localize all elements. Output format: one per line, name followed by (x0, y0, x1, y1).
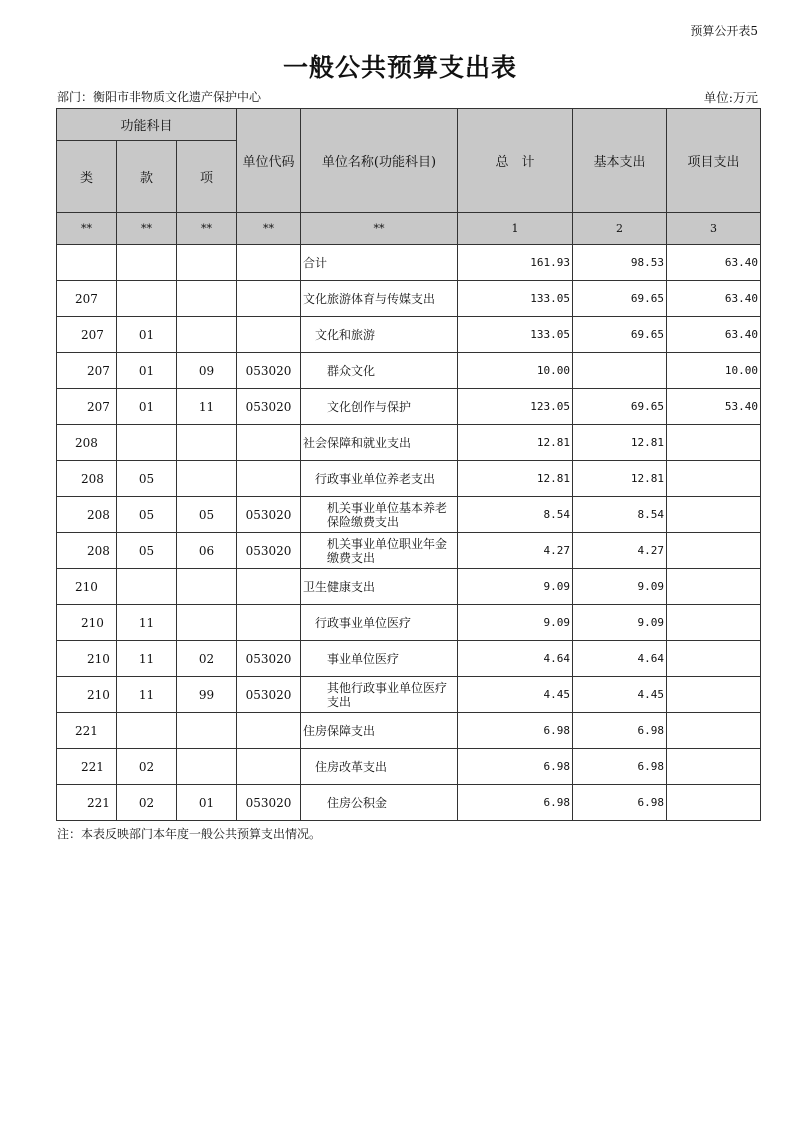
cell-lei: 221 (57, 713, 117, 749)
code-cell: ** (57, 213, 117, 245)
cell-total: 9.09 (458, 569, 573, 605)
cell-basic: 69.65 (573, 389, 667, 425)
cell-xiang: 09 (177, 353, 237, 389)
cell-total: 6.98 (458, 749, 573, 785)
table-row (57, 569, 761, 605)
unit-label: 单位:万元 (703, 90, 758, 105)
header-func-subject: 功能科目 (57, 109, 237, 141)
header-unit-name: 单位名称(功能科目) (301, 109, 458, 213)
cell-unit-code (237, 569, 301, 605)
cell-xiang: 11 (177, 389, 237, 425)
cell-total: 123.05 (458, 389, 573, 425)
code-cell: ** (301, 213, 458, 245)
cell-project (667, 497, 761, 533)
cell-kuan: 05 (117, 497, 177, 533)
cell-project (667, 749, 761, 785)
cell-total: 10.00 (458, 353, 573, 389)
cell-unit-code (237, 281, 301, 317)
cell-lei: 210 (57, 569, 117, 605)
cell-project (667, 425, 761, 461)
code-row (57, 213, 761, 245)
header-unit-code: 单位代码 (237, 109, 301, 213)
cell-basic: 8.54 (573, 497, 667, 533)
cell-unit-code: 053020 (237, 353, 301, 389)
cell-total: 12.81 (458, 425, 573, 461)
form-number: 预算公开表5 (690, 24, 758, 38)
code-cell: 2 (573, 213, 667, 245)
cell-total: 6.98 (458, 713, 573, 749)
header-total: 总 计 (458, 109, 573, 213)
cell-kuan: 02 (117, 749, 177, 785)
table-row (57, 497, 761, 533)
cell-unit-name: 住房保障支出 (301, 713, 458, 749)
cell-xiang: 01 (177, 785, 237, 821)
cell-unit-code (237, 749, 301, 785)
cell-unit-name: 行政事业单位养老支出 (301, 461, 458, 497)
cell-basic: 6.98 (573, 713, 667, 749)
cell-unit-name: 群众文化 (301, 353, 458, 389)
code-cell: ** (237, 213, 301, 245)
cell-kuan: 01 (117, 317, 177, 353)
cell-unit-code: 053020 (237, 641, 301, 677)
cell-unit-code: 053020 (237, 533, 301, 569)
cell-basic: 12.81 (573, 461, 667, 497)
cell-kuan (117, 245, 177, 281)
header-lei: 类 (57, 141, 117, 213)
cell-lei: 221 (57, 749, 117, 785)
cell-project (667, 605, 761, 641)
cell-total: 4.45 (458, 677, 573, 713)
cell-unit-name: 行政事业单位医疗 (301, 605, 458, 641)
code-cell: 1 (458, 213, 573, 245)
cell-basic: 4.64 (573, 641, 667, 677)
cell-xiang: 02 (177, 641, 237, 677)
cell-unit-name: 合计 (301, 245, 458, 281)
cell-xiang: 99 (177, 677, 237, 713)
cell-unit-name: 机关事业单位基本养老保险缴费支出 (301, 497, 458, 533)
cell-unit-name: 文化旅游体育与传媒支出 (301, 281, 458, 317)
cell-kuan (117, 569, 177, 605)
cell-basic: 6.98 (573, 785, 667, 821)
code-cell: ** (177, 213, 237, 245)
cell-unit-code (237, 605, 301, 641)
cell-basic: 6.98 (573, 749, 667, 785)
cell-xiang: 06 (177, 533, 237, 569)
cell-lei: 207 (57, 317, 117, 353)
table-row (57, 281, 761, 317)
department-label: 部门：衡阳市非物质文化遗产保护中心 (57, 90, 262, 104)
cell-unit-code (237, 245, 301, 281)
cell-unit-code (237, 425, 301, 461)
cell-unit-name: 其他行政事业单位医疗支出 (301, 677, 458, 713)
cell-project (667, 533, 761, 569)
cell-kuan (117, 281, 177, 317)
cell-project (667, 677, 761, 713)
cell-unit-code: 053020 (237, 677, 301, 713)
header-kuan: 款 (117, 141, 177, 213)
cell-basic: 9.09 (573, 605, 667, 641)
table-row (57, 749, 761, 785)
cell-unit-name: 卫生健康支出 (301, 569, 458, 605)
table-row (57, 389, 761, 425)
cell-kuan: 05 (117, 533, 177, 569)
cell-xiang (177, 461, 237, 497)
cell-kuan (117, 713, 177, 749)
cell-basic: 69.65 (573, 281, 667, 317)
cell-lei: 208 (57, 461, 117, 497)
cell-project (667, 785, 761, 821)
cell-unit-code: 053020 (237, 389, 301, 425)
cell-basic: 9.09 (573, 569, 667, 605)
cell-unit-name: 住房公积金 (301, 785, 458, 821)
cell-total: 4.27 (458, 533, 573, 569)
table-row (57, 245, 761, 281)
cell-total: 12.81 (458, 461, 573, 497)
cell-basic: 69.65 (573, 317, 667, 353)
cell-unit-code (237, 713, 301, 749)
cell-unit-name: 文化和旅游 (301, 317, 458, 353)
cell-unit-code: 053020 (237, 785, 301, 821)
cell-total: 8.54 (458, 497, 573, 533)
cell-total: 6.98 (458, 785, 573, 821)
footnote: 注：本表反映部门本年度一般公共预算支出情况。 (57, 827, 322, 841)
cell-project: 53.40 (667, 389, 761, 425)
cell-total: 9.09 (458, 605, 573, 641)
table-row (57, 605, 761, 641)
cell-xiang: 05 (177, 497, 237, 533)
cell-unit-code (237, 317, 301, 353)
cell-project: 63.40 (667, 281, 761, 317)
cell-xiang (177, 425, 237, 461)
cell-xiang (177, 605, 237, 641)
cell-unit-code (237, 461, 301, 497)
cell-unit-name: 事业单位医疗 (301, 641, 458, 677)
cell-kuan: 11 (117, 641, 177, 677)
cell-lei: 210 (57, 677, 117, 713)
cell-unit-name: 社会保障和就业支出 (301, 425, 458, 461)
cell-project (667, 713, 761, 749)
cell-total: 4.64 (458, 641, 573, 677)
cell-project: 63.40 (667, 317, 761, 353)
cell-xiang (177, 245, 237, 281)
cell-lei: 207 (57, 281, 117, 317)
table-row (57, 533, 761, 569)
cell-unit-name: 机关事业单位职业年金缴费支出 (301, 533, 458, 569)
cell-basic (573, 353, 667, 389)
cell-xiang (177, 281, 237, 317)
cell-kuan: 01 (117, 389, 177, 425)
cell-lei: 221 (57, 785, 117, 821)
cell-xiang (177, 749, 237, 785)
cell-project (667, 461, 761, 497)
cell-lei: 208 (57, 425, 117, 461)
cell-unit-name: 文化创作与保护 (301, 389, 458, 425)
cell-lei (57, 245, 117, 281)
header-basic: 基本支出 (573, 109, 667, 213)
cell-kuan (117, 425, 177, 461)
cell-basic: 4.45 (573, 677, 667, 713)
table-row (57, 461, 761, 497)
cell-lei: 210 (57, 641, 117, 677)
table-row (57, 353, 761, 389)
cell-kuan: 02 (117, 785, 177, 821)
cell-lei: 210 (57, 605, 117, 641)
cell-xiang (177, 713, 237, 749)
table-row (57, 785, 761, 821)
table-row (57, 317, 761, 353)
page-title: 一般公共预算支出表 (282, 53, 517, 82)
cell-unit-name: 住房改革支出 (301, 749, 458, 785)
table-row (57, 641, 761, 677)
cell-total: 133.05 (458, 281, 573, 317)
cell-kuan: 01 (117, 353, 177, 389)
cell-lei: 208 (57, 497, 117, 533)
cell-kuan: 11 (117, 605, 177, 641)
cell-lei: 207 (57, 389, 117, 425)
cell-basic: 4.27 (573, 533, 667, 569)
code-cell: ** (117, 213, 177, 245)
cell-project: 63.40 (667, 245, 761, 281)
table-row (57, 713, 761, 749)
cell-total: 161.93 (458, 245, 573, 281)
cell-total: 133.05 (458, 317, 573, 353)
cell-lei: 207 (57, 353, 117, 389)
budget-table (56, 108, 761, 821)
table-row (57, 425, 761, 461)
cell-lei: 208 (57, 533, 117, 569)
cell-project: 10.00 (667, 353, 761, 389)
code-cell: 3 (667, 213, 761, 245)
cell-kuan: 05 (117, 461, 177, 497)
header-xiang: 项 (177, 141, 237, 213)
header-project: 项目支出 (667, 109, 761, 213)
cell-unit-code: 053020 (237, 497, 301, 533)
cell-project (667, 641, 761, 677)
cell-basic: 98.53 (573, 245, 667, 281)
cell-basic: 12.81 (573, 425, 667, 461)
cell-project (667, 569, 761, 605)
cell-kuan: 11 (117, 677, 177, 713)
cell-xiang (177, 317, 237, 353)
table-row (57, 677, 761, 713)
cell-xiang (177, 569, 237, 605)
